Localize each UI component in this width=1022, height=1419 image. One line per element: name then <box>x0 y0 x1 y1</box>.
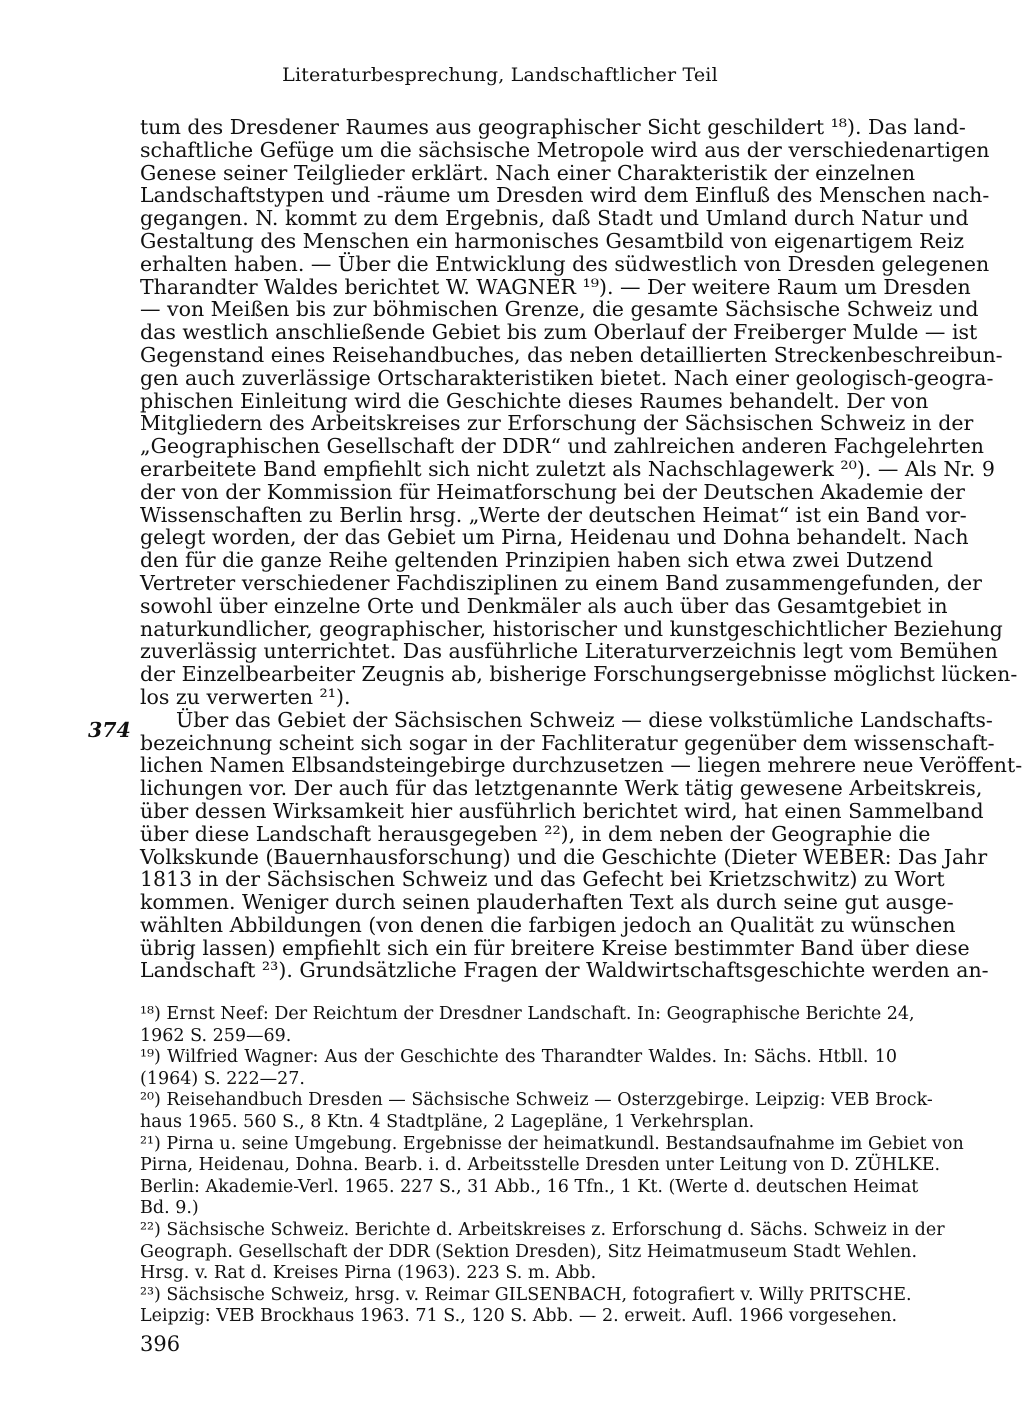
margin-paragraph-number: 374 <box>88 718 131 742</box>
body-line: wählten Abbildungen (von denen die farbigen jedoch an Qualität zu wünschen <box>140 912 956 937</box>
body-line: gelegt worden, der das Gebiet um Pirna, Heidenau und Dohna behandelt. Nach <box>140 525 969 550</box>
footnote <box>140 1004 915 1047</box>
footnote-line: Berlin: Akademie-Verl. 1965. 227 S., 31 Abb., 16 Tfn., 1 Kt. (Werte d. deutschen Heimat <box>140 1176 919 1197</box>
footnote <box>140 1133 964 1220</box>
body-line: gegangen. N. kommt zu dem Ergebnis, daß Stadt und Umland durch Natur und <box>140 206 969 231</box>
body-line: über diese Landschaft herausgegeben ²²), in dem neben der Geographie die <box>140 821 931 846</box>
body-line: Über das Gebiet der Sächsischen Schweiz — diese volkstümliche Landschafts- <box>176 707 993 732</box>
body-line: gen auch zuverlässige Ortscharakteristiken bietet. Nach einer geologisch-geogra- <box>140 365 994 390</box>
footnote-line: haus 1965. 560 S., 8 Ktn. 4 Stadtpläne, 2 Lagepläne, 1 Verkehrsplan. <box>140 1111 755 1132</box>
body-line: lichungen vor. Der auch für das letztgenannte Werk tätig gewesene Arbeitskreis, <box>140 776 983 801</box>
body-line: Gestaltung des Menschen ein harmonisches Gesamtbild von eigenartigem Reiz <box>140 228 965 253</box>
body-line: phischen Einleitung wird die Geschichte dieses Raumes behandelt. Der von <box>140 388 929 413</box>
body-text <box>140 115 1022 983</box>
body-line: 1813 in der Sächsischen Schweiz und das Gefecht bei Krietzschwitz) zu Wort <box>140 867 945 892</box>
body-line: über dessen Wirksamkeit hier ausführlich berichtet wird, hat einen Sammelband <box>140 798 984 823</box>
body-line: Landschaft ²³). Grundsätzliche Fragen der Waldwirtschaftsgeschichte werden an- <box>140 958 989 983</box>
footnote <box>140 1284 912 1328</box>
footnote-line: Bd. 9.) <box>140 1198 199 1219</box>
body-line: Wissenschaften zu Berlin hrsg. „Werte der deutschen Heimat“ ist ein Band vor- <box>140 502 967 527</box>
body-line: das westlich anschließende Gebiet bis zum Oberlauf der Freiberger Mulde — ist <box>140 320 978 345</box>
footnote-line: Pirna, Heidenau, Dohna. Bearb. i. d. Arbeitsstelle Dresden unter Leitung von D. ZÜHLKE. <box>140 1155 941 1176</box>
footnote <box>140 1090 933 1133</box>
body-line: Landschaftstypen und -räume um Dresden wird dem Einfluß des Menschen nach- <box>140 183 990 208</box>
body-line: erhalten haben. — Über die Entwicklung des südwestlich von Dresden gelegenen <box>140 251 990 276</box>
body-line: den für die ganze Reihe geltenden Prinzipien haben sich etwa zwei Dutzend <box>140 548 933 573</box>
footnote-line: 1962 S. 259—69. <box>140 1025 292 1046</box>
footnote <box>140 1047 897 1090</box>
body-line: Genese seiner Teilglieder erklärt. Nach einer Charakteristik der einzelnen <box>140 160 916 185</box>
footnote-line: ¹⁸) Ernst Neef: Der Reichtum der Dresdner Landschaft. In: Geographische Berichte 24, <box>140 1004 915 1024</box>
footnote-line: ²²) Sächsische Schweiz. Berichte d. Arbeitskreises z. Erforschung d. Sächs. Schweiz in der <box>140 1219 945 1240</box>
body-line: Gegenstand eines Reisehandbuches, das neben detaillierten Streckenbeschreibun- <box>140 342 1003 367</box>
footnote-line: Hrsg. v. Rat d. Kreises Pirna (1963). 223 S. m. Abb. <box>140 1263 597 1284</box>
footnote-line: ²³) Sächsische Schweiz, hrsg. v. Reimar GILSENBACH, fotografiert v. Willy PRITSCHE. <box>140 1284 912 1305</box>
footnote-line: Leipzig: VEB Brockhaus 1963. 71 S., 120 S. Abb. — 2. erweit. Aufl. 1966 vorgesehen. <box>140 1306 898 1327</box>
body-line: „Geographischen Gesellschaft der DDR“ und zahlreichen anderen Fachgelehrten <box>140 434 984 459</box>
body-line: übrig lassen) empfiehlt sich ein für breitere Kreise bestimmter Band über diese <box>140 935 970 960</box>
body-line: naturkundlicher, geographischer, historischer und kunstgeschichtlicher Beziehung <box>140 616 1003 641</box>
body-line: Mitgliedern des Arbeitskreises zur Erforschung der Sächsischen Schweiz in der <box>140 411 974 436</box>
footnote-line: ¹⁹) Wilfried Wagner: Aus der Geschichte des Tharandter Waldes. In: Sächs. Htbll. 10 <box>140 1047 897 1068</box>
footnote-line: Geograph. Gesellschaft der DDR (Sektion Dresden), Sitz Heimatmuseum Stadt Wehlen. <box>140 1241 918 1262</box>
body-line: schaftliche Gefüge um die sächsische Metropole wird aus der verschiedenartigen <box>140 137 990 162</box>
body-line: Volkskunde (Bauernhausforschung) und die Geschichte (Dieter WEBER: Das Jahr <box>140 844 988 869</box>
footnote <box>140 1219 945 1285</box>
body-line: Tharandter Waldes berichtet W. WAGNER ¹⁹). — Der weitere Raum um Dresden <box>140 274 971 299</box>
footnote-line: (1964) S. 222—27. <box>140 1068 305 1089</box>
body-line: lichen Namen Elbsandsteingebirge durchzusetzen — liegen mehrere neue Veröffent- <box>140 753 1022 778</box>
body-line: tum des Dresdener Raumes aus geographischer Sicht geschildert ¹⁸). Das land- <box>140 115 966 139</box>
body-line: los zu verwerten ²¹). <box>140 684 351 709</box>
body-line: zuverlässig unterrichtet. Das ausführliche Literaturverzeichnis legt vom Bemühen <box>140 639 998 664</box>
body-line: der von der Kommission für Heimatforschung bei der Deutschen Akademie der <box>140 479 965 504</box>
body-line: der Einzelbearbeiter Zeugnis ab, bisherige Forschungsergebnisse möglichst lücken- <box>140 662 1018 687</box>
body-line: Vertreter verschiedener Fachdisziplinen zu einem Band zusammengefunden, der <box>140 570 982 595</box>
body-line: sowohl über einzelne Orte und Denkmäler als auch über das Gesamtgebiet in <box>140 593 948 618</box>
body-line: erarbeitete Band empfiehlt sich nicht zuletzt als Nachschlagewerk ²⁰). — Als Nr. 9 <box>140 456 995 481</box>
footnote-line: ²¹) Pirna u. seine Umgebung. Ergebnisse der heimatkundl. Bestandsaufnahme im Gebiet von <box>140 1133 964 1154</box>
body-line: — von Meißen bis zur böhmischen Grenze, die gesamte Sächsische Schweiz und <box>140 297 979 322</box>
body-line: bezeichnung scheint sich sogar in der Fachliteratur gegenüber dem wissenschaft- <box>140 730 995 755</box>
footnotes <box>140 1004 964 1328</box>
body-line: kommen. Weniger durch seinen plauderhaften Text als durch seine gut ausge- <box>140 890 954 915</box>
footnote-line: ²⁰) Reisehandbuch Dresden — Sächsische Schweiz — Osterzgebirge. Leipzig: VEB Brock- <box>140 1090 933 1111</box>
running-header: Literaturbesprechung, Landschaftlicher Teil <box>282 64 718 86</box>
page-number: 396 <box>140 1332 181 1356</box>
